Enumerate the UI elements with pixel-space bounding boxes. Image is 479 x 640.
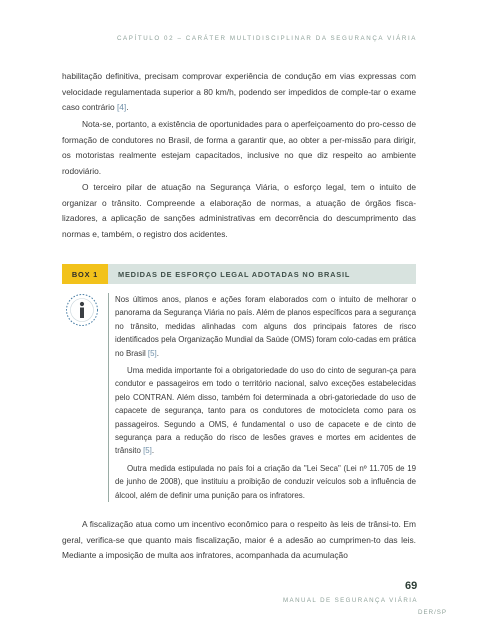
paragraph-1-end: . [126,102,129,112]
paragraph-3-text: O terceiro pilar de atuação na Segurança Viária, o esforço legal, tem o intuito de organizar o trânsito. Compreende a elaboração de normas, a atuação de órgãos fisca-lizadores, a aplicação de sanções administrativas em decorrência do descumprimento das normas e, também, o registro dos acidentes. [62,182,416,239]
box-paragraph-1-end: . [156,348,159,358]
box-divider [108,293,109,502]
citation-link[interactable]: [5] [143,446,152,456]
box-icon-column [62,293,108,502]
box-tag: BOX 1 [62,264,108,284]
box-paragraph-2-end: . [151,446,155,456]
box-1 [62,264,416,502]
citation-link[interactable]: [5] [147,348,157,358]
paragraph-4 [62,517,416,564]
box-header [62,264,416,284]
info-icon [65,293,99,327]
box-paragraph-2-text: Uma medida importante foi a obrigatoriedade do uso do cinto de seguran-ça para condutor e passageiros em todo o território nacional, salvo exceções estabelecidas pelo CONTRAN. Além disso, também foi determinada a obri-gatoriedade do uso de capacete de segurança, tanto para os condutores de motocicleta como para os passageiros. Segundo a OMS, é fundamental o uso de capacete e de cinto de segurança para a redução do risco de lesões graves e mortes em acidentes de trânsito [115,366,416,456]
footer-organization: DER/SP [418,609,448,616]
box-paragraph-3-text: Outra medida estipulada no país foi a criação da "Lei Seca" (Lei nº 11.705 de 19 de junho de 2008), que instituiu a proibição de conduzir veículos sob a influência de álcool, além de definir uma punição para os infratores. [115,463,416,500]
box-paragraph-1-text: Nos últimos anos, planos e ações foram elaborados com o intuito de melhorar o panorama da Segurança Viária no país. Além de planos específicos para a segurança no trânsito, medidas alinhadas com alguns dos principais fatores de risco identificados pela Organização Mundial da Saúde (OMS) foram colo-cadas em prática no Brasil [115,295,416,358]
paragraph-2 [62,117,416,179]
footer-publication-title: MANUAL DE SEGURANÇA VIÁRIA [283,597,418,604]
paragraph-1-text: habilitação definitiva, precisam comprovar experiência de condução em vias expressas com velocidade regulamentada superior a 80 km/h, podendo ser impedidos de comple-tar o exame caso contrário [62,71,416,112]
paragraph-4-text: A fiscalização atua como um incentivo econômico para o respeito às leis de trânsi-to. Em geral, verifica-se que quanto mais fiscalização, maior é a adesão ao cumprimen-to das leis. Mediante a imposição de multa aos infratores, acompanhada da acumulação [62,519,416,560]
citation-link[interactable]: [4] [116,102,127,112]
page-number: 69 [405,580,418,592]
box-body [62,293,416,502]
chapter-header: CAPÍTULO 02 – CARÁTER MULTIDISCIPLINAR DA SEGURANÇA VIÁRIA [116,35,417,42]
box-text [115,293,416,502]
paragraph-3 [62,180,416,242]
paragraph-2-text: Nota-se, portanto, a existência de oportunidades para o aperfeiçoamento do pro-cesso de formação de condutores no Brasil, de forma a garantir que, ao obter a per-missão para dirigir, os motoristas realmente estejam capacitados, inclusive no que diz respeito ao ambiente rodoviário. [62,119,416,176]
paragraph-1 [62,69,416,116]
box-title: MEDIDAS DE ESFORÇO LEGAL ADOTADAS NO BRASIL [108,264,416,284]
